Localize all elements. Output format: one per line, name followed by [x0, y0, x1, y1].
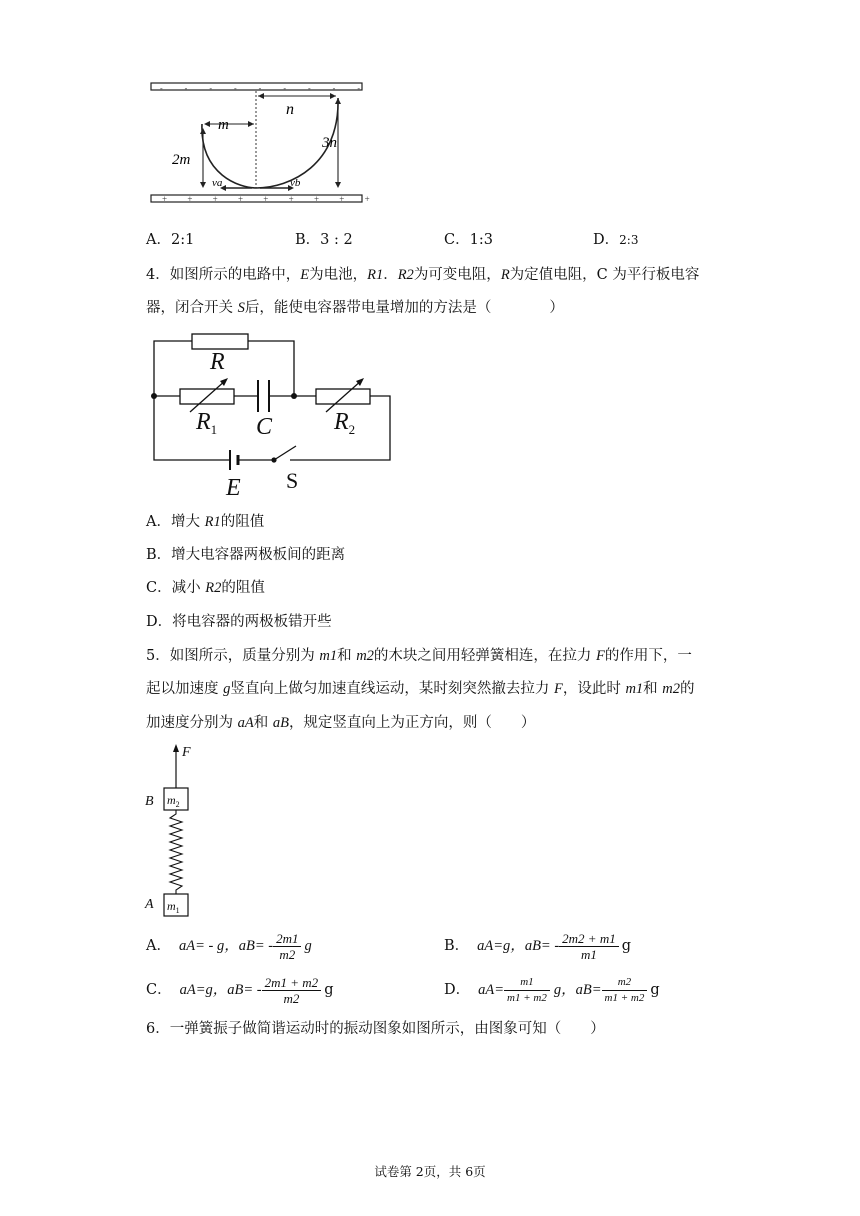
label-vb: vb — [290, 177, 301, 189]
q4-option-d[interactable]: D．将电容器的两极板错开些 — [146, 614, 332, 630]
circuit-label-C: C — [256, 414, 273, 440]
q4-option-c[interactable]: C．减小 R2的阻值 — [146, 580, 265, 596]
q5-option-b[interactable]: B． aA=g， aB= - $\frac{2m2 + m1}{m1}$ g — [444, 930, 632, 962]
fraction: $\frac{2m1 + m2}{m2}$ — [262, 975, 322, 1006]
q5-option-c[interactable]: C． aA=g， aB= - $\frac{2m1 + m2}{m2}$ g — [146, 974, 334, 1006]
fraction: $\frac{2m1}{m2}$ — [273, 931, 301, 962]
q3-option-b[interactable] — [295, 230, 353, 250]
plus-signs: + + + + + + + + + — [162, 194, 379, 204]
q3-option-a[interactable] — [146, 230, 194, 250]
label-va: va — [212, 177, 223, 189]
circuit-label-R2: $R_2$ — [334, 409, 356, 437]
block-m1-label: $m_1$ — [167, 899, 180, 915]
label-n: n — [286, 101, 294, 118]
q6-stem: 6．一弹簧振子做简谐运动时的振动图象如图所示，由图象可知（ ） — [146, 1021, 605, 1037]
q5-stem-line3: 加速度分别为 aA和 aB，规定竖直向上为正方向，则（ ） — [146, 715, 536, 731]
circuit-label-R1: $R_1$ — [196, 409, 218, 437]
fraction: $\frac{m2}{m1 + m2}$ — [602, 975, 648, 1006]
label-3n: 3n — [322, 135, 337, 151]
minus-signs: - - - - - - - - - — [160, 84, 370, 93]
q3-option-c[interactable] — [444, 230, 493, 250]
spring-block-figure — [142, 742, 202, 918]
q5-option-a[interactable]: A． aA= - g， aB= - $\frac{2m1}{m2}$ g — [146, 930, 312, 962]
q4-stem-line2: 器，闭合开关 S后，能使电容器带电量增加的方法是（ ） — [146, 300, 564, 316]
option-letter: A． — [146, 232, 171, 248]
circuit-label-E: E — [226, 475, 241, 501]
q4-option-a[interactable]: A．增大 R1的阻值 — [146, 514, 265, 530]
page-footer: 试卷第 2页，共 6页 — [374, 1164, 486, 1179]
circuit-label-R: R — [210, 349, 225, 375]
option-text: 1:3 — [469, 232, 493, 248]
fraction: $\frac{2m2 + m1}{m1}$ — [559, 931, 619, 962]
q4-stem-line1: 4．如图所示的电路中，E为电池，R1．R2为可变电阻，R为定值电阻，C 为平行板电容 — [146, 267, 700, 283]
circuit-diagram — [150, 330, 400, 502]
option-letter: D． — [593, 232, 620, 248]
q5-stem-line1: 5．如图所示，质量分别为 m1和 m2的木块之间用轻弹簧相连，在拉力 F的作用下，一 — [146, 648, 692, 664]
trajectory-curve — [202, 98, 338, 188]
option-text: 2:1 — [170, 232, 195, 248]
q3-option-d[interactable] — [593, 230, 638, 250]
label-B: B — [145, 794, 154, 809]
trajectory-figure — [150, 80, 379, 208]
option-letter: C． — [444, 232, 470, 248]
circuit-label-S: S — [286, 468, 299, 493]
option-letter: B． — [295, 232, 321, 248]
force-label-F: F — [182, 745, 191, 760]
fraction: $\frac{m1}{m1 + m2}$ — [504, 975, 550, 1006]
label-A: A — [145, 897, 154, 912]
option-text: 3 : 2 — [320, 232, 353, 248]
label-2m: 2m — [172, 152, 191, 168]
q5-option-d[interactable]: D． aA= $\frac{m1}{m1 + m2}$ g，aB= $\frac{m2}{m1 + m2}$ g — [444, 975, 660, 1004]
label-m: m — [218, 117, 229, 133]
spring — [170, 810, 182, 894]
block-m2-label: $m_2$ — [167, 793, 180, 809]
q4-option-b[interactable]: B．增大电容器两极板间的距离 — [146, 547, 346, 563]
resistor-R — [192, 334, 248, 349]
switch-S — [274, 446, 296, 460]
q5-stem-line2: 起以加速度 g竖直向上做匀加速直线运动，某时刻突然撤去拉力 F，设此时 m1和 m2的 — [146, 681, 695, 697]
option-text: 2:3 — [619, 233, 639, 247]
